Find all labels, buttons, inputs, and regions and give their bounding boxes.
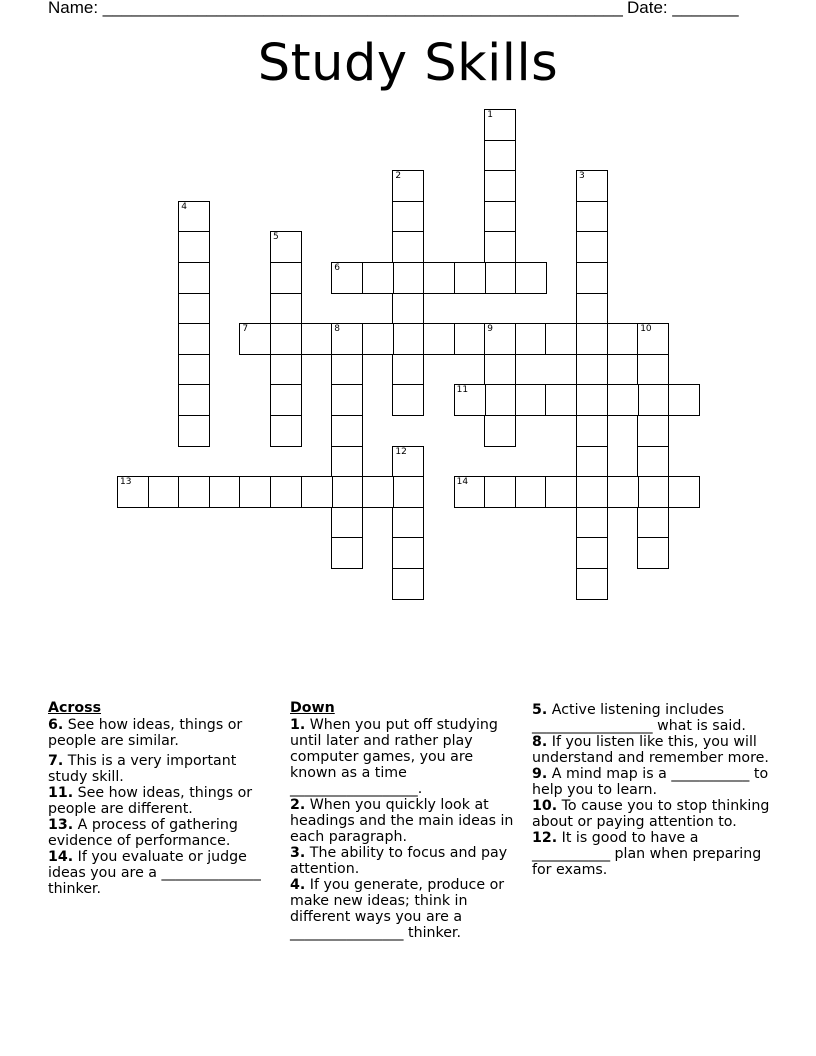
cell-number: 11 (456, 385, 469, 396)
grid-cell[interactable] (576, 231, 608, 263)
grid-cell[interactable] (484, 262, 516, 294)
grid-cell[interactable] (576, 537, 608, 569)
clue-text: To cause you to stop thinking about or paying attention to. (532, 798, 770, 830)
grid-cell[interactable] (576, 507, 608, 539)
grid-cell[interactable] (392, 476, 424, 508)
grid-cell[interactable] (484, 354, 516, 386)
page-title: Study Skills (257, 34, 559, 93)
clue-number: 6. (48, 717, 64, 733)
grid-cell[interactable] (178, 384, 210, 416)
cell-number: 1 (487, 110, 493, 120)
grid-cell[interactable] (331, 537, 363, 569)
grid-cell[interactable] (576, 323, 608, 355)
grid-cell[interactable] (392, 537, 424, 569)
grid-cell[interactable] (331, 507, 363, 539)
grid-cell[interactable] (178, 231, 210, 263)
grid-cell[interactable] (270, 262, 302, 294)
clue-number: 12. (532, 830, 558, 846)
cell-number: 12 (395, 446, 407, 457)
clue-down-4 (290, 877, 522, 941)
grid-cell[interactable] (270, 384, 302, 416)
grid-cell[interactable] (117, 476, 149, 508)
cell-number: 6 (334, 263, 340, 273)
cell-number: 2 (395, 171, 402, 182)
grid-cell[interactable] (178, 354, 210, 386)
grid-cell[interactable] (270, 415, 302, 447)
grid-cell[interactable] (331, 354, 363, 386)
grid-cell[interactable] (392, 568, 424, 600)
clue-down-1 (290, 717, 522, 797)
grid-cell[interactable] (331, 415, 363, 447)
cell-number: 8 (334, 324, 340, 335)
grid-cell[interactable] (484, 140, 516, 172)
grid-cell[interactable] (637, 476, 669, 508)
grid-cell[interactable] (576, 446, 608, 478)
clue-down-10 (532, 798, 772, 830)
clue-across-7 (48, 753, 273, 785)
cell-number: 13 (120, 477, 132, 488)
grid-cell[interactable] (576, 293, 608, 325)
across-heading: Across (48, 700, 102, 716)
clue-number: 10. (532, 798, 558, 814)
clue-text: When you quickly look at headings and the main ideas in each paragraph. (290, 797, 514, 845)
clue-across-6 (48, 717, 273, 749)
clue-down-5 (532, 702, 772, 734)
grid-cell[interactable] (576, 415, 608, 447)
clue-down-12 (532, 830, 772, 878)
cell-number: 3 (579, 171, 585, 182)
grid-cell[interactable] (270, 323, 302, 355)
grid-cell[interactable] (637, 415, 669, 447)
grid-cell[interactable] (392, 293, 424, 325)
grid-cell[interactable] (301, 323, 333, 355)
grid-cell[interactable] (423, 262, 455, 294)
grid-cell[interactable] (576, 384, 608, 416)
grid-cell[interactable] (484, 201, 516, 233)
clue-number: 2. (290, 797, 306, 813)
clue-number: 4. (290, 877, 306, 893)
grid-cell[interactable] (362, 323, 394, 355)
grid-cell[interactable] (576, 170, 608, 202)
grid-cell[interactable] (454, 384, 486, 416)
grid-cell[interactable] (545, 323, 577, 355)
clue-number: 5. (532, 702, 548, 718)
grid-cell[interactable] (515, 323, 547, 355)
grid-cell[interactable] (607, 476, 639, 508)
grid-cell[interactable] (637, 384, 669, 416)
grid-cell[interactable] (178, 201, 210, 233)
clue-text: Active listening includes _________________ what is said. (532, 702, 746, 734)
clue-down-2 (290, 797, 522, 845)
grid-cell[interactable] (178, 476, 210, 508)
grid-cell[interactable] (392, 231, 424, 263)
grid-cell[interactable] (576, 476, 608, 508)
grid-cell[interactable] (607, 323, 639, 355)
down-clues-continued (532, 702, 772, 878)
grid-cell[interactable] (484, 323, 516, 355)
name-field-label: Name: _______________________________________________________ (48, 0, 623, 17)
grid-cell[interactable] (392, 446, 424, 478)
clue-text: See how ideas, things or people are similar. (48, 717, 243, 749)
cell-number: 4 (181, 201, 187, 212)
date-field-label: Date: _______ (627, 0, 739, 17)
grid-cell[interactable] (178, 323, 210, 355)
clue-number: 8. (532, 734, 548, 750)
grid-cell[interactable] (484, 476, 516, 508)
across-clues (48, 700, 273, 897)
clue-text: A process of gathering evidence of performance. (48, 817, 238, 849)
clue-number: 7. (48, 753, 64, 769)
grid-cell[interactable] (637, 537, 669, 569)
grid-cell[interactable] (209, 476, 241, 508)
clue-text: If you evaluate or judge ideas you are a ______________ thinker. (48, 849, 261, 897)
grid-cell[interactable] (392, 323, 424, 355)
grid-cell[interactable] (331, 446, 363, 478)
grid-cell[interactable] (515, 262, 547, 294)
grid-cell[interactable] (392, 170, 424, 202)
grid-cell[interactable] (576, 354, 608, 386)
grid-cell[interactable] (637, 446, 669, 478)
grid-cell[interactable] (270, 293, 302, 325)
grid-cell[interactable] (637, 507, 669, 539)
clue-number: 14. (48, 849, 74, 865)
cell-number: 9 (487, 324, 493, 335)
grid-cell[interactable] (484, 231, 516, 263)
grid-cell[interactable] (576, 568, 608, 600)
grid-cell[interactable] (637, 354, 669, 386)
clue-across-13 (48, 817, 273, 849)
grid-cell[interactable] (331, 262, 363, 294)
grid-cell[interactable] (392, 384, 424, 416)
grid-cell[interactable] (362, 476, 394, 508)
grid-cell[interactable] (668, 476, 700, 508)
grid-cell[interactable] (178, 415, 210, 447)
clue-text: If you generate, produce or make new ideas; think in different ways you are a ________________ thinker. (290, 877, 505, 941)
grid-cell[interactable] (484, 384, 516, 416)
cell-number: 10 (640, 324, 652, 335)
clue-down-8 (532, 734, 772, 766)
grid-cell[interactable] (576, 201, 608, 233)
clue-text: This is a very important study skill. (48, 753, 237, 785)
clue-text: See how ideas, things or people are different. (48, 785, 253, 817)
grid-cell[interactable] (423, 323, 455, 355)
grid-cell[interactable] (270, 476, 302, 508)
grid-cell[interactable] (270, 354, 302, 386)
clue-down-9 (532, 766, 772, 798)
clue-number: 13. (48, 817, 74, 833)
clue-number: 3. (290, 845, 306, 861)
clue-text: It is good to have a ___________ plan when preparing for exams. (532, 830, 762, 878)
grid-cell[interactable] (362, 262, 394, 294)
clue-text: The ability to focus and pay attention. (290, 845, 508, 877)
clue-number: 1. (290, 717, 306, 733)
clue-number: 9. (532, 766, 548, 782)
grid-cell[interactable] (178, 293, 210, 325)
grid-cell[interactable] (454, 262, 486, 294)
grid-cell[interactable] (515, 476, 547, 508)
clue-text: When you put off studying until later and rather play computer games, you are known as a time __________________. (290, 717, 498, 797)
grid-cell[interactable] (392, 262, 424, 294)
grid-cell[interactable] (392, 354, 424, 386)
down-heading: Down (290, 700, 335, 716)
grid-cell[interactable] (270, 231, 302, 263)
grid-cell[interactable] (545, 384, 577, 416)
grid-cell[interactable] (178, 262, 210, 294)
clue-down-3 (290, 845, 522, 877)
grid-cell[interactable] (331, 323, 363, 355)
clue-text: If you listen like this, you will understand and remember more. (532, 734, 769, 766)
clue-across-11 (48, 785, 273, 817)
grid-cell[interactable] (331, 476, 363, 508)
grid-cell[interactable] (484, 109, 516, 141)
grid-cell[interactable] (392, 201, 424, 233)
grid-cell[interactable] (484, 415, 516, 447)
grid-cell[interactable] (668, 384, 700, 416)
grid-cell[interactable] (515, 384, 547, 416)
grid-cell[interactable] (148, 476, 180, 508)
cell-number: 5 (273, 232, 279, 243)
grid-cell[interactable] (576, 262, 608, 294)
grid-cell[interactable] (331, 384, 363, 416)
grid-cell[interactable] (239, 323, 271, 355)
clue-number: 11. (48, 785, 74, 801)
cell-number: 14 (456, 477, 469, 488)
clue-text: A mind map is a ___________ to help you to learn. (532, 766, 769, 798)
down-clues (290, 700, 522, 941)
grid-cell[interactable] (392, 507, 424, 539)
grid-cell[interactable] (301, 476, 333, 508)
grid-cell[interactable] (637, 323, 669, 355)
grid-cell[interactable] (607, 384, 639, 416)
clue-across-14 (48, 849, 273, 897)
grid-cell[interactable] (454, 323, 486, 355)
cell-number: 7 (242, 324, 249, 335)
grid-cell[interactable] (239, 476, 271, 508)
grid-cell[interactable] (545, 476, 577, 508)
grid-cell[interactable] (454, 476, 486, 508)
grid-cell[interactable] (484, 170, 516, 202)
